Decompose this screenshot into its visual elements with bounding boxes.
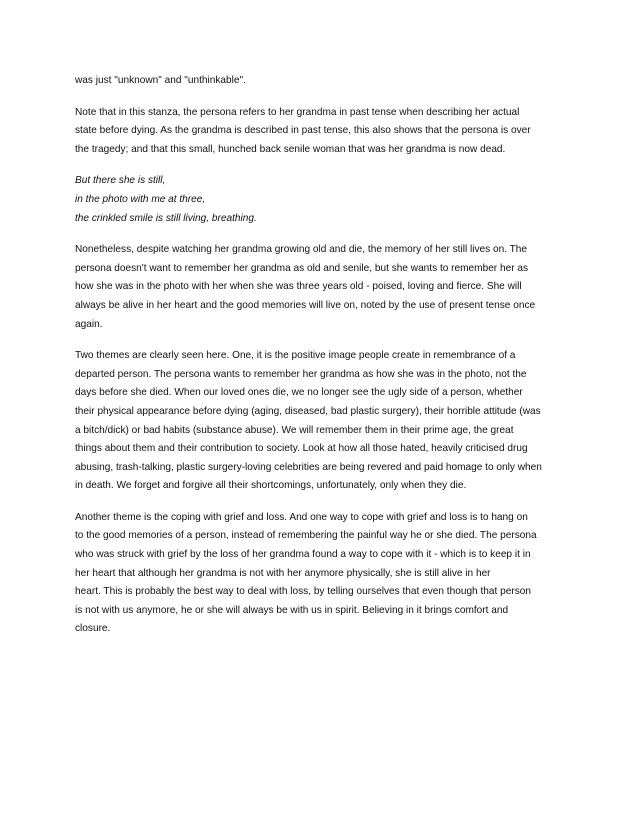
document-body <box>75 72 573 652</box>
poem-excerpt <box>75 172 573 228</box>
text-line: days before she died. When our loved ones die, we no longer see the ugly side of a person, whether <box>75 387 523 399</box>
text-line: abusing, trash-talking, plastic surgery-loving celebrities are being revered and paid homage to only when <box>75 461 542 473</box>
text-line: things about them and their contribution to society. Look at how all those hated, heavily criticised drug <box>75 443 528 455</box>
poem-line: But there she is still, <box>75 175 166 187</box>
text-line: is not with us anymore, he or she will always be with us in spirit. Believing in it brings comfort and <box>75 604 509 616</box>
text-line: state before dying. As the grandma is described in past tense, this also shows that the persona is over <box>75 125 531 137</box>
text-line: their physical appearance before dying (aging, diseased, bad plastic surgery), their horrible attitude (was <box>75 405 541 417</box>
text-line: again. <box>75 318 103 330</box>
text-line: who was struck with grief by the loss of her grandma found a way to cope with it - which is to keep it in <box>75 549 531 561</box>
text-line: in death. We forget and forgive all their shortcomings, unfortunately, only when they die. <box>75 480 467 492</box>
text-line: her heart that although her grandma is not with her anymore physically, she is still alive in her <box>75 567 491 579</box>
body-paragraph <box>75 241 573 334</box>
body-paragraph <box>75 347 573 496</box>
text-line: to the good memories of a person, instead of remembering the painful way he or she died. The persona <box>75 530 537 542</box>
text-line: a bitch/dick) or bad habits (substance abuse). We will remember them in their prime age, the great <box>75 424 514 436</box>
text-line: the tragedy; and that this small, hunched back senile woman that was her grandma is now dead. <box>75 143 506 155</box>
text-line: was just "unknown" and "unthinkable". <box>75 75 246 86</box>
poem-line: the crinkled smile is still living, breathing. <box>75 212 257 224</box>
body-paragraph <box>75 509 573 639</box>
text-line: departed person. The persona wants to remember her grandma as how she was in the photo, not the <box>75 368 527 380</box>
body-paragraph <box>75 104 573 160</box>
text-line: Two themes are clearly seen here. One, it is the positive image people create in remembrance of a <box>75 350 516 362</box>
text-line: Nonetheless, despite watching her grandma growing old and die, the memory of her still lives on. The <box>75 244 528 256</box>
poem-line: in the photo with me at three, <box>75 193 206 205</box>
text-line: closure. <box>75 623 111 635</box>
text-line: how she was in the photo with her when she was three years old - poised, loving and fierce. She will <box>75 281 522 293</box>
text-line: always be alive in her heart and the good memories will live on, noted by the use of present tense once <box>75 299 536 311</box>
text-line: Another theme is the coping with grief and loss. And one way to cope with grief and loss is to hang on <box>75 511 528 523</box>
text-line: persona doesn't want to remember her grandma as old and senile, but she wants to remember her as <box>75 262 529 274</box>
body-paragraph <box>75 72 573 91</box>
text-line: heart. This is probably the best way to deal with loss, by telling ourselves that even though that person <box>75 586 531 598</box>
text-line: Note that in this stanza, the persona refers to her grandma in past tense when describing her actual <box>75 106 520 118</box>
